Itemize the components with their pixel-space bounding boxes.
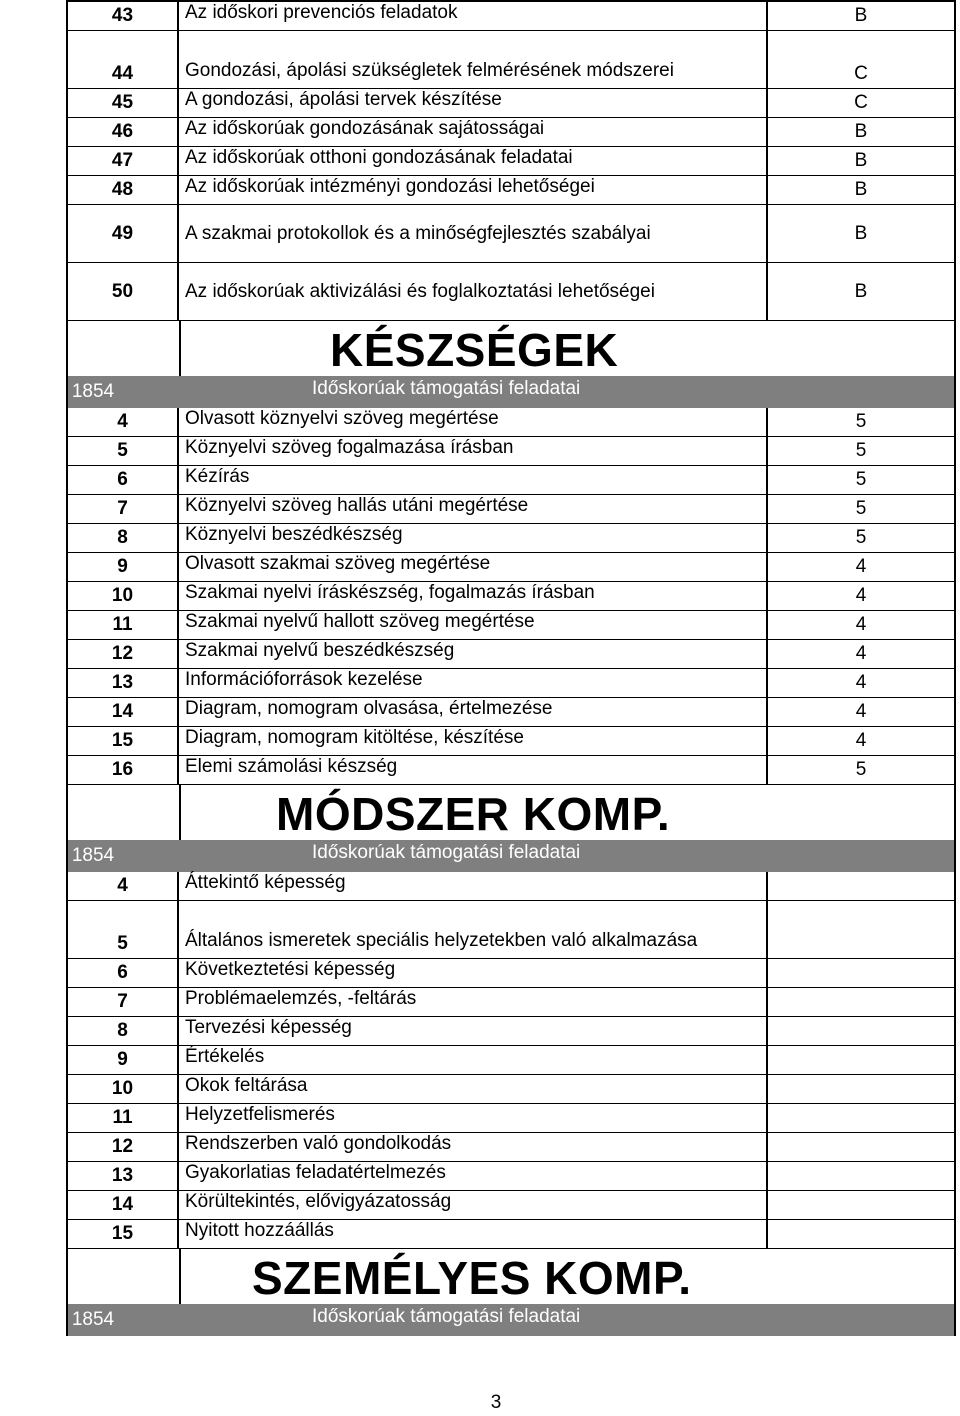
row-text: Rendszerben való gondolkodás	[179, 1133, 768, 1161]
table-row	[66, 176, 956, 205]
row-number: 11	[68, 611, 179, 639]
table-row	[66, 756, 956, 785]
row-level	[768, 959, 954, 987]
column-divider	[179, 321, 181, 376]
row-number: 12	[68, 1133, 179, 1161]
bar-title: Időskorúak támogatási feladatai	[312, 1306, 581, 1327]
row-level: 4	[855, 643, 867, 664]
row-level: B	[854, 280, 868, 302]
row-text: Következtetési képesség	[179, 959, 768, 987]
row-level: 5	[855, 440, 867, 461]
row-level: 4	[855, 556, 867, 577]
row-text: Okok feltárása	[179, 1075, 768, 1103]
row-level: 4	[855, 585, 867, 606]
section-heading: MÓDSZER KOMP.	[276, 788, 671, 840]
row-text: Köznyelvi beszédkészség	[179, 524, 768, 552]
row-level: 5	[855, 469, 867, 490]
table-row	[66, 901, 956, 959]
row-level: 5	[855, 411, 867, 432]
row-level	[768, 988, 954, 1016]
row-number: 16	[68, 756, 179, 784]
table-row	[66, 263, 956, 321]
row-text: Helyzetfelismerés	[179, 1104, 768, 1132]
row-level: 5	[855, 498, 867, 519]
row-text: Köznyelvi szöveg hallás utáni megértése	[179, 495, 768, 523]
row-level: 4	[855, 701, 867, 722]
row-text: Körültekintés, elővigyázatosság	[179, 1191, 768, 1219]
section-heading-row	[66, 785, 956, 840]
row-number: 8	[68, 1017, 179, 1045]
row-level: B	[854, 179, 868, 200]
section-heading: SZEMÉLYES KOMP.	[252, 1252, 692, 1304]
row-text: A gondozási, ápolási tervek készítése	[179, 89, 768, 117]
row-number: 47	[68, 147, 179, 175]
row-number: 7	[68, 495, 179, 523]
row-level	[768, 901, 954, 958]
row-number: 15	[68, 1220, 179, 1248]
column-divider	[179, 1249, 181, 1304]
row-text: Gyakorlatias feladatértelmezés	[179, 1162, 768, 1190]
row-level: C	[854, 63, 868, 84]
row-text: Az időskori prevenciós feladatok	[179, 2, 768, 30]
row-level: 4	[855, 672, 867, 693]
row-text: Kézírás	[179, 466, 768, 494]
row-text: Tervezési képesség	[179, 1017, 768, 1045]
row-text: Problémaelemzés, -feltárás	[179, 988, 768, 1016]
row-text: Az időskorúak intézményi gondozási lehetőségei	[179, 176, 768, 204]
row-number: 11	[68, 1104, 179, 1132]
bar-code: 1854	[71, 845, 115, 866]
row-number: 10	[68, 1075, 179, 1103]
row-level: 5	[855, 527, 867, 548]
row-level	[768, 1075, 954, 1103]
row-text: Az időskorúak gondozásának sajátosságai	[179, 118, 768, 146]
row-text: Diagram, nomogram olvasása, értelmezése	[179, 698, 768, 726]
row-level	[768, 1133, 954, 1161]
row-text: Nyitott hozzáállás	[179, 1220, 768, 1248]
row-text: A szakmai protokollok és a minőségfejlesztés szabályai	[179, 205, 768, 262]
row-text: Gondozási, ápolási szükségletek felmérésének módszerei	[179, 31, 768, 88]
table-row	[66, 1220, 956, 1249]
row-number: 5	[68, 437, 179, 465]
row-level: B	[854, 5, 868, 26]
row-number: 15	[68, 727, 179, 755]
row-number: 7	[68, 988, 179, 1016]
row-level	[768, 1017, 954, 1045]
row-level	[768, 1191, 954, 1219]
row-number: 6	[68, 959, 179, 987]
row-text: Szakmai nyelvű beszédkészség	[179, 640, 768, 668]
row-number: 6	[68, 466, 179, 494]
bar-title: Időskorúak támogatási feladatai	[312, 378, 581, 399]
row-text: Áttekintő képesség	[179, 872, 768, 900]
row-number: 44	[68, 31, 179, 88]
row-text: Értékelés	[179, 1046, 768, 1074]
table-row	[66, 31, 956, 89]
row-number: 45	[68, 89, 179, 117]
row-number: 48	[68, 176, 179, 204]
row-text: Szakmai nyelvű hallott szöveg megértése	[179, 611, 768, 639]
row-level: 4	[855, 730, 867, 751]
row-number: 10	[68, 582, 179, 610]
row-number: 9	[68, 553, 179, 581]
row-level	[768, 1104, 954, 1132]
table-row	[66, 872, 956, 901]
row-text: Az időskorúak aktivizálási és foglalkoztatási lehetőségei	[179, 263, 768, 320]
document-table	[66, 0, 956, 1336]
row-level: B	[854, 222, 868, 244]
row-text: Köznyelvi szöveg fogalmazása írásban	[179, 437, 768, 465]
row-text: Információforrások kezelése	[179, 669, 768, 697]
row-number: 46	[68, 118, 179, 146]
row-level	[768, 1162, 954, 1190]
row-text: Olvasott szakmai szöveg megértése	[179, 553, 768, 581]
bar-code: 1854	[71, 1309, 115, 1330]
row-number: 8	[68, 524, 179, 552]
column-divider	[179, 785, 181, 840]
row-number: 5	[68, 901, 179, 958]
row-text: Elemi számolási készség	[179, 756, 768, 784]
row-number: 50	[68, 263, 179, 320]
row-level	[768, 1220, 954, 1248]
bar-title: Időskorúak támogatási feladatai	[312, 842, 581, 863]
row-number: 13	[68, 1162, 179, 1190]
page-number: 3	[490, 1392, 502, 1413]
row-level: 4	[855, 614, 867, 635]
row-number: 9	[68, 1046, 179, 1074]
section-bar	[66, 1304, 956, 1336]
section-heading-row	[66, 321, 956, 376]
row-level	[768, 1046, 954, 1074]
row-text: Olvasott köznyelvi szöveg megértése	[179, 408, 768, 436]
row-level: B	[854, 150, 868, 171]
row-level	[768, 872, 954, 900]
row-text: Az időskorúak otthoni gondozásának feladatai	[179, 147, 768, 175]
row-number: 43	[68, 2, 179, 30]
section-heading: KÉSZSÉGEK	[330, 324, 619, 376]
row-level: 5	[855, 759, 867, 780]
row-number: 13	[68, 669, 179, 697]
row-level: C	[854, 92, 868, 113]
row-number: 12	[68, 640, 179, 668]
row-number: 14	[68, 1191, 179, 1219]
table-row	[66, 2, 956, 31]
row-text: Általános ismeretek speciális helyzetekben való alkalmazása	[179, 901, 768, 958]
row-text: Szakmai nyelvi íráskészség, fogalmazás írásban	[179, 582, 768, 610]
row-level: B	[854, 121, 868, 142]
section-heading-row	[66, 1249, 956, 1304]
row-text: Diagram, nomogram kitöltése, készítése	[179, 727, 768, 755]
row-number: 49	[68, 205, 179, 262]
row-number: 14	[68, 698, 179, 726]
bar-code: 1854	[71, 381, 115, 402]
table-row	[66, 205, 956, 263]
row-number: 4	[68, 408, 179, 436]
row-number: 4	[68, 872, 179, 900]
